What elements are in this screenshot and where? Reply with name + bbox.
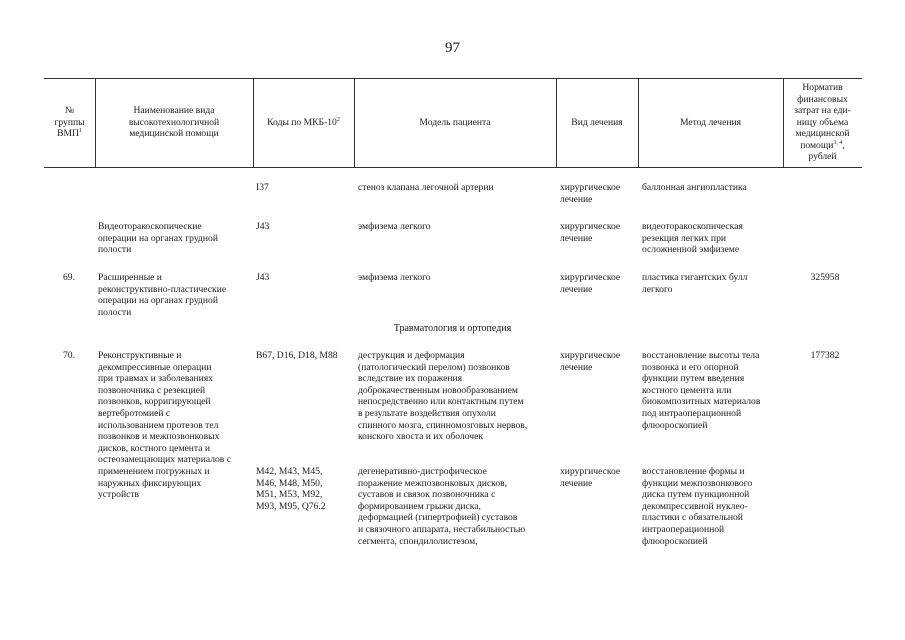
header-text: группы — [54, 116, 85, 128]
table-cell-method: видеоторакоскопическая резекция легких при осложненной эмфиземе — [642, 221, 743, 256]
table-cell-codes: J43 — [256, 272, 270, 283]
header-text: Метод лечения — [679, 116, 742, 128]
table-cell-codes: M42, M43, M45, M46, M48, M50, M51, M53, M92, M93, M95, Q76.2 — [256, 466, 326, 512]
header-treatment-type — [556, 78, 638, 167]
header-text: ницу объема — [796, 116, 849, 128]
footnote-ref: 1 — [78, 128, 82, 135]
header-text: рублей — [808, 151, 837, 163]
header-text: Вид лечения — [571, 116, 623, 128]
footnote-ref: 3, 4 — [833, 139, 843, 146]
header-patient-model — [354, 78, 556, 167]
table-cell-cost-norm: 325958 — [810, 272, 840, 283]
table-cell-codes: B67, D16, D18, M88 — [256, 350, 338, 361]
table-cell-treatment-type: хирургическое лечение — [560, 466, 621, 489]
header-text: затрат на еди- — [794, 105, 851, 117]
table-cell-codes: J43 — [256, 221, 270, 232]
header-text: ВМП — [57, 128, 79, 140]
header-treatment-method — [638, 78, 783, 167]
page-number: 97 — [445, 40, 460, 56]
table-cell-group-number: 70. — [63, 350, 75, 361]
header-text: финансовых — [797, 93, 848, 105]
table-cell-treatment-type: хирургическое лечение — [560, 221, 621, 244]
table-cell-care-type: Расширенные и реконструктивно-пластические операции на органах грудной полости — [98, 272, 227, 318]
header-text: Норматив — [802, 82, 843, 94]
table-cell-group-number: 69. — [63, 272, 75, 283]
header-text: медицинской помощи — [129, 128, 219, 140]
table-cell-model: эмфизема легкого — [358, 221, 431, 232]
header-text: Модель пациента — [419, 116, 491, 128]
table-cell-model: эмфизема легкого — [358, 272, 431, 283]
header-icd-codes — [253, 78, 354, 167]
header-text — [794, 140, 851, 152]
table-cell-model: деструкция и деформация (патологический перелом) позвонков вследствие их поражения доброкачественным новообразованием непосредственно или контактным путем в результате воздействия опухоли спинного мозга, спинномозговых нервов, конского хвоста и их оболочек — [358, 350, 528, 443]
header-cost-norm — [783, 78, 862, 167]
table-cell-treatment-type: хирургическое лечение — [560, 182, 621, 205]
table-cell-model: стеноз клапана легочной артерии — [358, 182, 494, 193]
table-header-bottom-border — [44, 167, 862, 168]
header-text: помощи — [800, 139, 834, 151]
header-text: № — [64, 105, 75, 117]
header-text: высокотехнологичной — [128, 116, 220, 128]
header-text: , — [842, 139, 845, 151]
table-cell-codes: I37 — [256, 182, 269, 193]
table-cell-treatment-type: хирургическое лечение — [560, 272, 621, 295]
header-text — [54, 128, 84, 140]
header-text: медицинской — [795, 128, 850, 140]
table-cell-care-type: Видеоторакоскопические операции на органах грудной полости — [98, 221, 218, 256]
table-cell-cost-norm: 177382 — [810, 350, 840, 361]
table-cell-model: дегенеративно-дистрофическое поражение межпозвонковых дисков, суставов и связок позвоночника с формированием грыжи диска, деформацией (гипертрофией) суставов и связочного аппарата, нестабильностью сегмента, спондилолистезом, — [358, 466, 526, 547]
table-cell-method: пластика гигантских булл легкого — [642, 272, 748, 295]
table-cell-method: баллонная ангиопластика — [642, 182, 747, 193]
table-cell-method: восстановление формы и функции межпозвонкового диска путем пункционной декомпрессивной нуклео- пластики с обязательной интраоперационной флюороскопией — [642, 466, 753, 547]
header-text: Наименование вида — [133, 105, 215, 117]
table-cell-method: восстановление высоты тела позвонка и его опорной функции путем введения костного цемента или биокомпозитных материалов под интраоперационной флюороскопией — [642, 350, 761, 431]
table-cell-care-type: Реконструктивные и декомпрессивные операции при травмах и заболеваниях позвоночника с резекцией позвонков, корригирующей вертебротомией с использованием протезов тел позвонков и межпозвонковых дисков, костного цемента и остеозамещающих материалов с применением погружных и наружных фиксирующих устройств — [98, 350, 231, 501]
table-cell-treatment-type: хирургическое лечение — [560, 350, 621, 373]
header-group-number — [44, 78, 95, 167]
section-title: Травматология и ортопедия — [393, 323, 512, 334]
header-text: Коды по МКБ-10 — [267, 116, 337, 128]
footnote-ref: 2 — [336, 116, 340, 123]
header-care-type — [95, 78, 253, 167]
